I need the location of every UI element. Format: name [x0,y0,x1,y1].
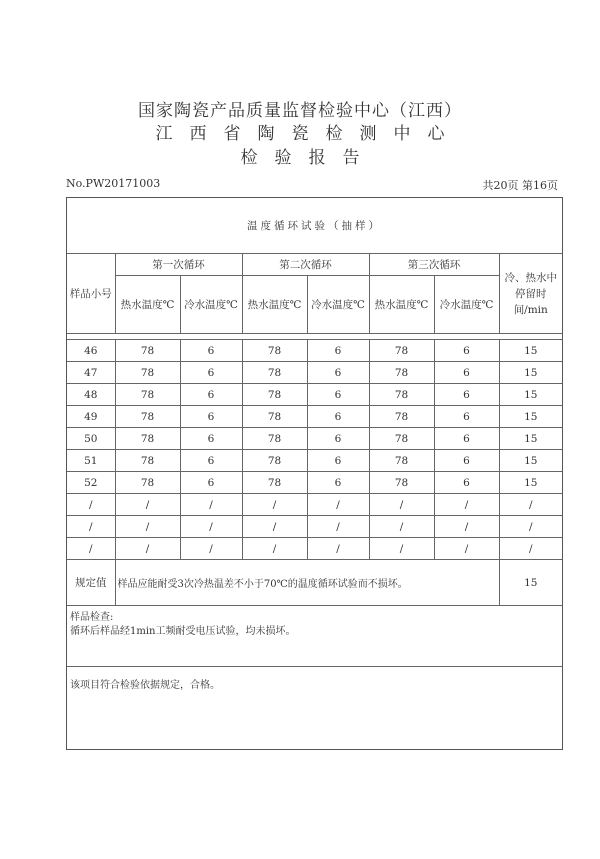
table-cell: 6 [307,406,369,428]
table-cell: 6 [434,472,499,494]
table-cell: 6 [434,406,499,428]
table-cell: 15 [499,340,562,362]
table-cell: 78 [369,472,434,494]
table-cell: / [307,538,369,560]
table-cell: 6 [307,450,369,472]
table-cell: 6 [307,340,369,362]
table-cell: 6 [180,340,242,362]
table-cell: 6 [434,340,499,362]
table-title: 温度循环试验（抽样） [67,198,562,254]
table-cell: 6 [434,362,499,384]
table-cell: / [242,516,307,538]
dwell-time-header: 冷、热水中停留时间/min [499,254,562,334]
table-cell: / [307,494,369,516]
table-cell: 6 [180,362,242,384]
table-row [67,538,562,560]
table-cell: 15 [499,428,562,450]
table-cell: 52 [67,472,115,494]
table-cell: 6 [307,472,369,494]
table-row [67,516,562,538]
table-cell: / [369,516,434,538]
table-cell: / [499,494,562,516]
sample-inspection [67,611,562,639]
table-row [67,340,562,362]
header-center-name: 国家陶瓷产品质量监督检验中心（江西） [138,101,462,121]
table-cell: 6 [434,428,499,450]
table-cell: 6 [434,450,499,472]
table-cell: 6 [180,384,242,406]
divider [67,666,562,667]
table-cell: / [434,516,499,538]
temperature-cycle-table [67,198,562,606]
table-cell: / [67,538,115,560]
table-row [67,362,562,384]
table-cell: 78 [242,362,307,384]
table-cell: 78 [242,384,307,406]
data-rows [67,340,562,560]
table-cell: / [67,494,115,516]
hot-water-temp-header: 热水温度℃ [369,276,434,334]
cold-water-temp-header: 冷水温度℃ [307,276,369,334]
table-cell: / [499,516,562,538]
spec-label: 规定值 [67,560,115,606]
table-cell: 78 [369,362,434,384]
table-row [67,450,562,472]
spec-value: 15 [499,560,562,606]
table-cell: 15 [499,472,562,494]
table-cell: 78 [369,384,434,406]
inspection-text: 循环后样品经1min工频耐受电压试验，均未损坏。 [70,626,296,637]
table-cell: / [115,516,180,538]
table-cell: / [115,538,180,560]
cycle-3-header: 第三次循环 [369,254,499,276]
table-cell: 15 [499,362,562,384]
header-report-title: 检验报告 [240,148,377,168]
page-count: 共20页 第16页 [482,179,558,192]
table-cell: 78 [115,362,180,384]
table-cell: 78 [242,340,307,362]
table-cell: / [307,516,369,538]
hot-water-temp-header: 热水温度℃ [115,276,180,334]
table-cell: / [115,494,180,516]
table-cell: 78 [115,384,180,406]
document-number: No.PW20171003 [66,177,161,190]
table-cell: / [67,516,115,538]
table-cell: 15 [499,450,562,472]
table-cell: 6 [180,472,242,494]
table-cell: / [434,494,499,516]
conclusion-text: 该项目符合检验依据规定，合格。 [70,680,220,691]
table-cell: / [369,538,434,560]
table-cell: 47 [67,362,115,384]
table-cell: / [434,538,499,560]
table-cell: 78 [242,406,307,428]
table-row [67,428,562,450]
table-cell: 48 [67,384,115,406]
cycle-1-header: 第一次循环 [115,254,242,276]
sample-number-header: 样品小号 [67,254,115,334]
table-cell: 78 [115,472,180,494]
inspection-label: 样品检查: [70,612,114,623]
table-cell: 6 [434,384,499,406]
report-sheet [66,197,563,750]
table-cell: 15 [499,406,562,428]
cold-water-temp-header: 冷水温度℃ [180,276,242,334]
table-cell: / [499,538,562,560]
table-cell: 78 [242,428,307,450]
cycle-2-header: 第二次循环 [242,254,369,276]
table-cell: 6 [307,384,369,406]
table-cell: 46 [67,340,115,362]
table-cell: 78 [242,472,307,494]
table-cell: 51 [67,450,115,472]
table-row [67,406,562,428]
table-cell: 50 [67,428,115,450]
table-row [67,494,562,516]
table-cell: 78 [369,428,434,450]
table-cell: 6 [307,428,369,450]
table-cell: / [180,494,242,516]
table-cell: 6 [180,450,242,472]
table-cell: / [180,538,242,560]
table-cell: 78 [115,450,180,472]
table-cell: / [180,516,242,538]
hot-water-temp-header: 热水温度℃ [242,276,307,334]
table-cell: / [242,494,307,516]
table-cell: 6 [307,362,369,384]
table-cell: 78 [369,406,434,428]
table-cell: 78 [369,450,434,472]
table-cell: 15 [499,384,562,406]
table-cell: 6 [180,428,242,450]
table-cell: 49 [67,406,115,428]
spec-text: 样品应能耐受3次冷热温差不小于70℃的温度循环试验而不损坏。 [115,560,499,606]
table-cell: 78 [115,340,180,362]
table-cell: / [369,494,434,516]
table-cell: 78 [115,406,180,428]
header-province-center: 江西省陶瓷检测中心 [155,124,462,144]
table-cell: 78 [115,428,180,450]
table-row [67,472,562,494]
table-cell: / [242,538,307,560]
table-row [67,384,562,406]
table-cell: 78 [242,450,307,472]
cold-water-temp-header: 冷水温度℃ [434,276,499,334]
table-cell: 78 [369,340,434,362]
table-cell: 6 [180,406,242,428]
